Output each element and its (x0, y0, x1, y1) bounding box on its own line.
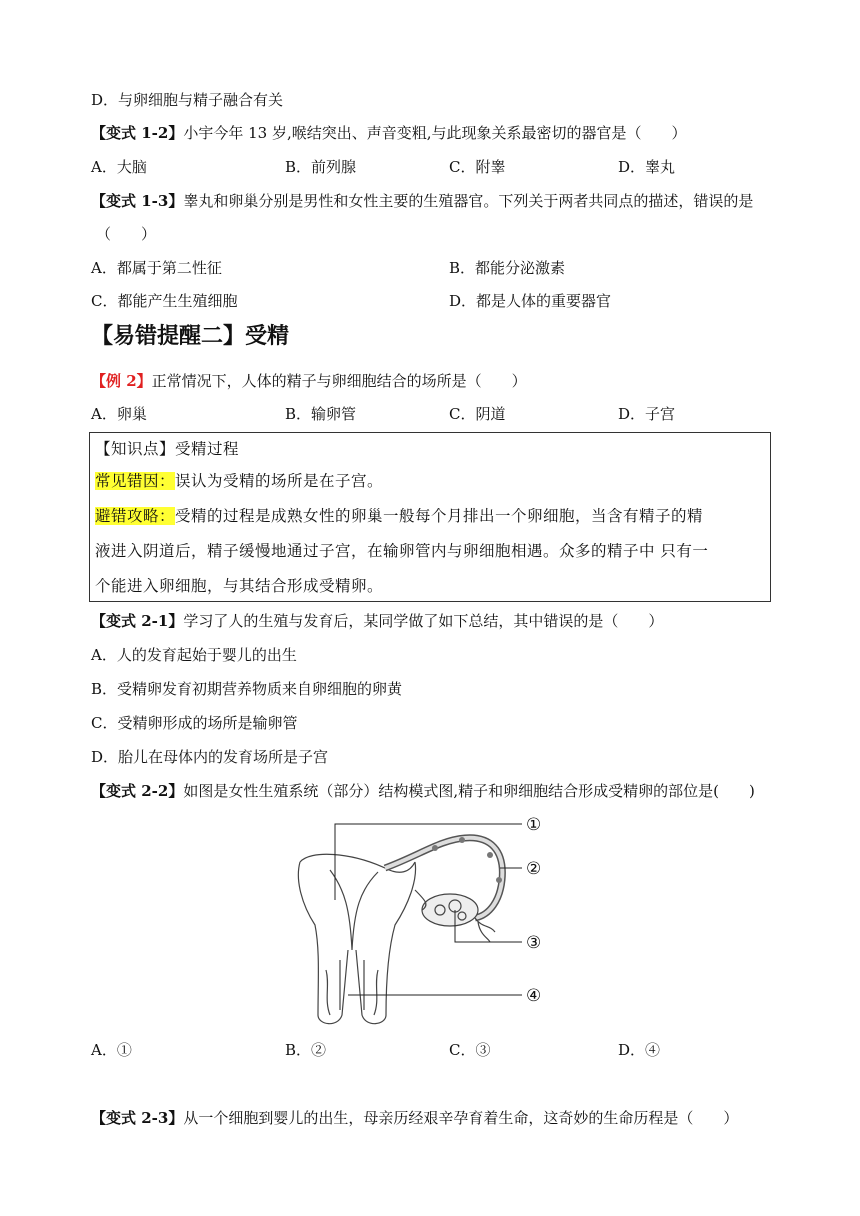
option-d: D．都是人体的重要器官 (449, 292, 612, 310)
option-a: A．都属于第二性征 (91, 259, 222, 277)
question-2-3 (91, 1108, 738, 1128)
option-b: B．受精卵发育初期营养物质来自卵细胞的卵黄 (91, 680, 403, 698)
example-2 (91, 371, 527, 391)
question-tag: 【变式 1-3】 (91, 192, 184, 210)
question-stem: 如图是女性生殖系统（部分）结构模式图,精子和卵细胞结合形成受精卵的部位是( ) (183, 782, 755, 800)
avoid-tips-line-2: 液进入阴道后，精子缓慢地通过子宫，在输卵管内与卵细胞相遇。众多的精子中 只有一 (95, 542, 709, 560)
question-1-3 (91, 191, 753, 211)
question-stem: 学习了人的生殖与发育后，某同学做了如下总结，其中错误的是（ ） (183, 612, 664, 630)
question-1-2 (91, 123, 687, 143)
option-b: B．② (285, 1041, 327, 1059)
avoid-tips-line-1 (95, 506, 703, 526)
option-d: D．睾丸 (618, 158, 676, 176)
option-b: B．前列腺 (285, 158, 357, 176)
example-tag: 【例 2】 (91, 372, 152, 390)
common-error-label: 常见错因： (95, 472, 176, 490)
question-tag: 【变式 2-2】 (91, 782, 184, 800)
option-b: B．输卵管 (285, 405, 357, 423)
option-a: A．大脑 (91, 158, 147, 176)
option-c: C．阴道 (449, 405, 506, 423)
label-4: ④ (526, 986, 542, 1006)
option-b: B．都能分泌激素 (449, 259, 566, 277)
question-tag: 【变式 2-1】 (91, 612, 184, 630)
common-error-text: 误认为受精的场所是在子宫。 (175, 472, 384, 490)
question-stem: 正常情况下，人体的精子与卵细胞结合的场所是（ ） (151, 372, 527, 390)
avoid-tips-line-3: 个能进入卵细胞，与其结合形成受精卵。 (95, 577, 384, 595)
answer-bracket: （ ） (96, 225, 157, 243)
label-2: ② (526, 859, 542, 879)
question-2-1 (91, 611, 663, 631)
option-c: C．附睾 (449, 158, 506, 176)
question-tag: 【变式 1-2】 (91, 124, 184, 142)
section-heading: 【易错提醒二】受精 (91, 323, 290, 349)
question-2-2 (91, 781, 755, 801)
option-d: D．子宫 (618, 405, 676, 423)
avoid-tips-label: 避错攻略： (95, 507, 176, 525)
female-reproductive-system-diagram (290, 810, 570, 1035)
option-c: C．③ (449, 1041, 491, 1059)
option-c: C．受精卵形成的场所是输卵管 (91, 714, 298, 732)
question-stem: 小宇今年 13 岁,喉结突出、声音变粗,与此现象关系最密切的器官是（ ） (183, 124, 687, 142)
option-d: D．④ (618, 1041, 661, 1059)
common-error (95, 471, 383, 491)
option-c: C．都能产生生殖细胞 (91, 292, 238, 310)
option-a: A．① (91, 1041, 132, 1059)
question-tag: 【变式 2-3】 (91, 1109, 184, 1127)
label-3: ③ (526, 933, 542, 953)
question-stem: 睾丸和卵巢分别是男性和女性主要的生殖器官。下列关于两者共同点的描述，错误的是 (183, 192, 754, 210)
option-a: A．人的发育起始于婴儿的出生 (91, 646, 297, 664)
label-1: ① (526, 815, 542, 835)
knowledge-title: 【知识点】受精过程 (95, 440, 240, 458)
avoid-tips-text: 受精的过程是成熟女性的卵巢一般每个月排出一个卵细胞，当含有精子的精 (175, 507, 704, 525)
question-stem: 从一个细胞到婴儿的出生，母亲历经艰辛孕育着生命，这奇妙的生命历程是（ ） (183, 1109, 739, 1127)
option-d: D．与卵细胞与精子融合有关 (91, 91, 284, 109)
option-d: D．胎儿在母体内的发育场所是子宫 (91, 748, 329, 766)
option-a: A．卵巢 (91, 405, 147, 423)
